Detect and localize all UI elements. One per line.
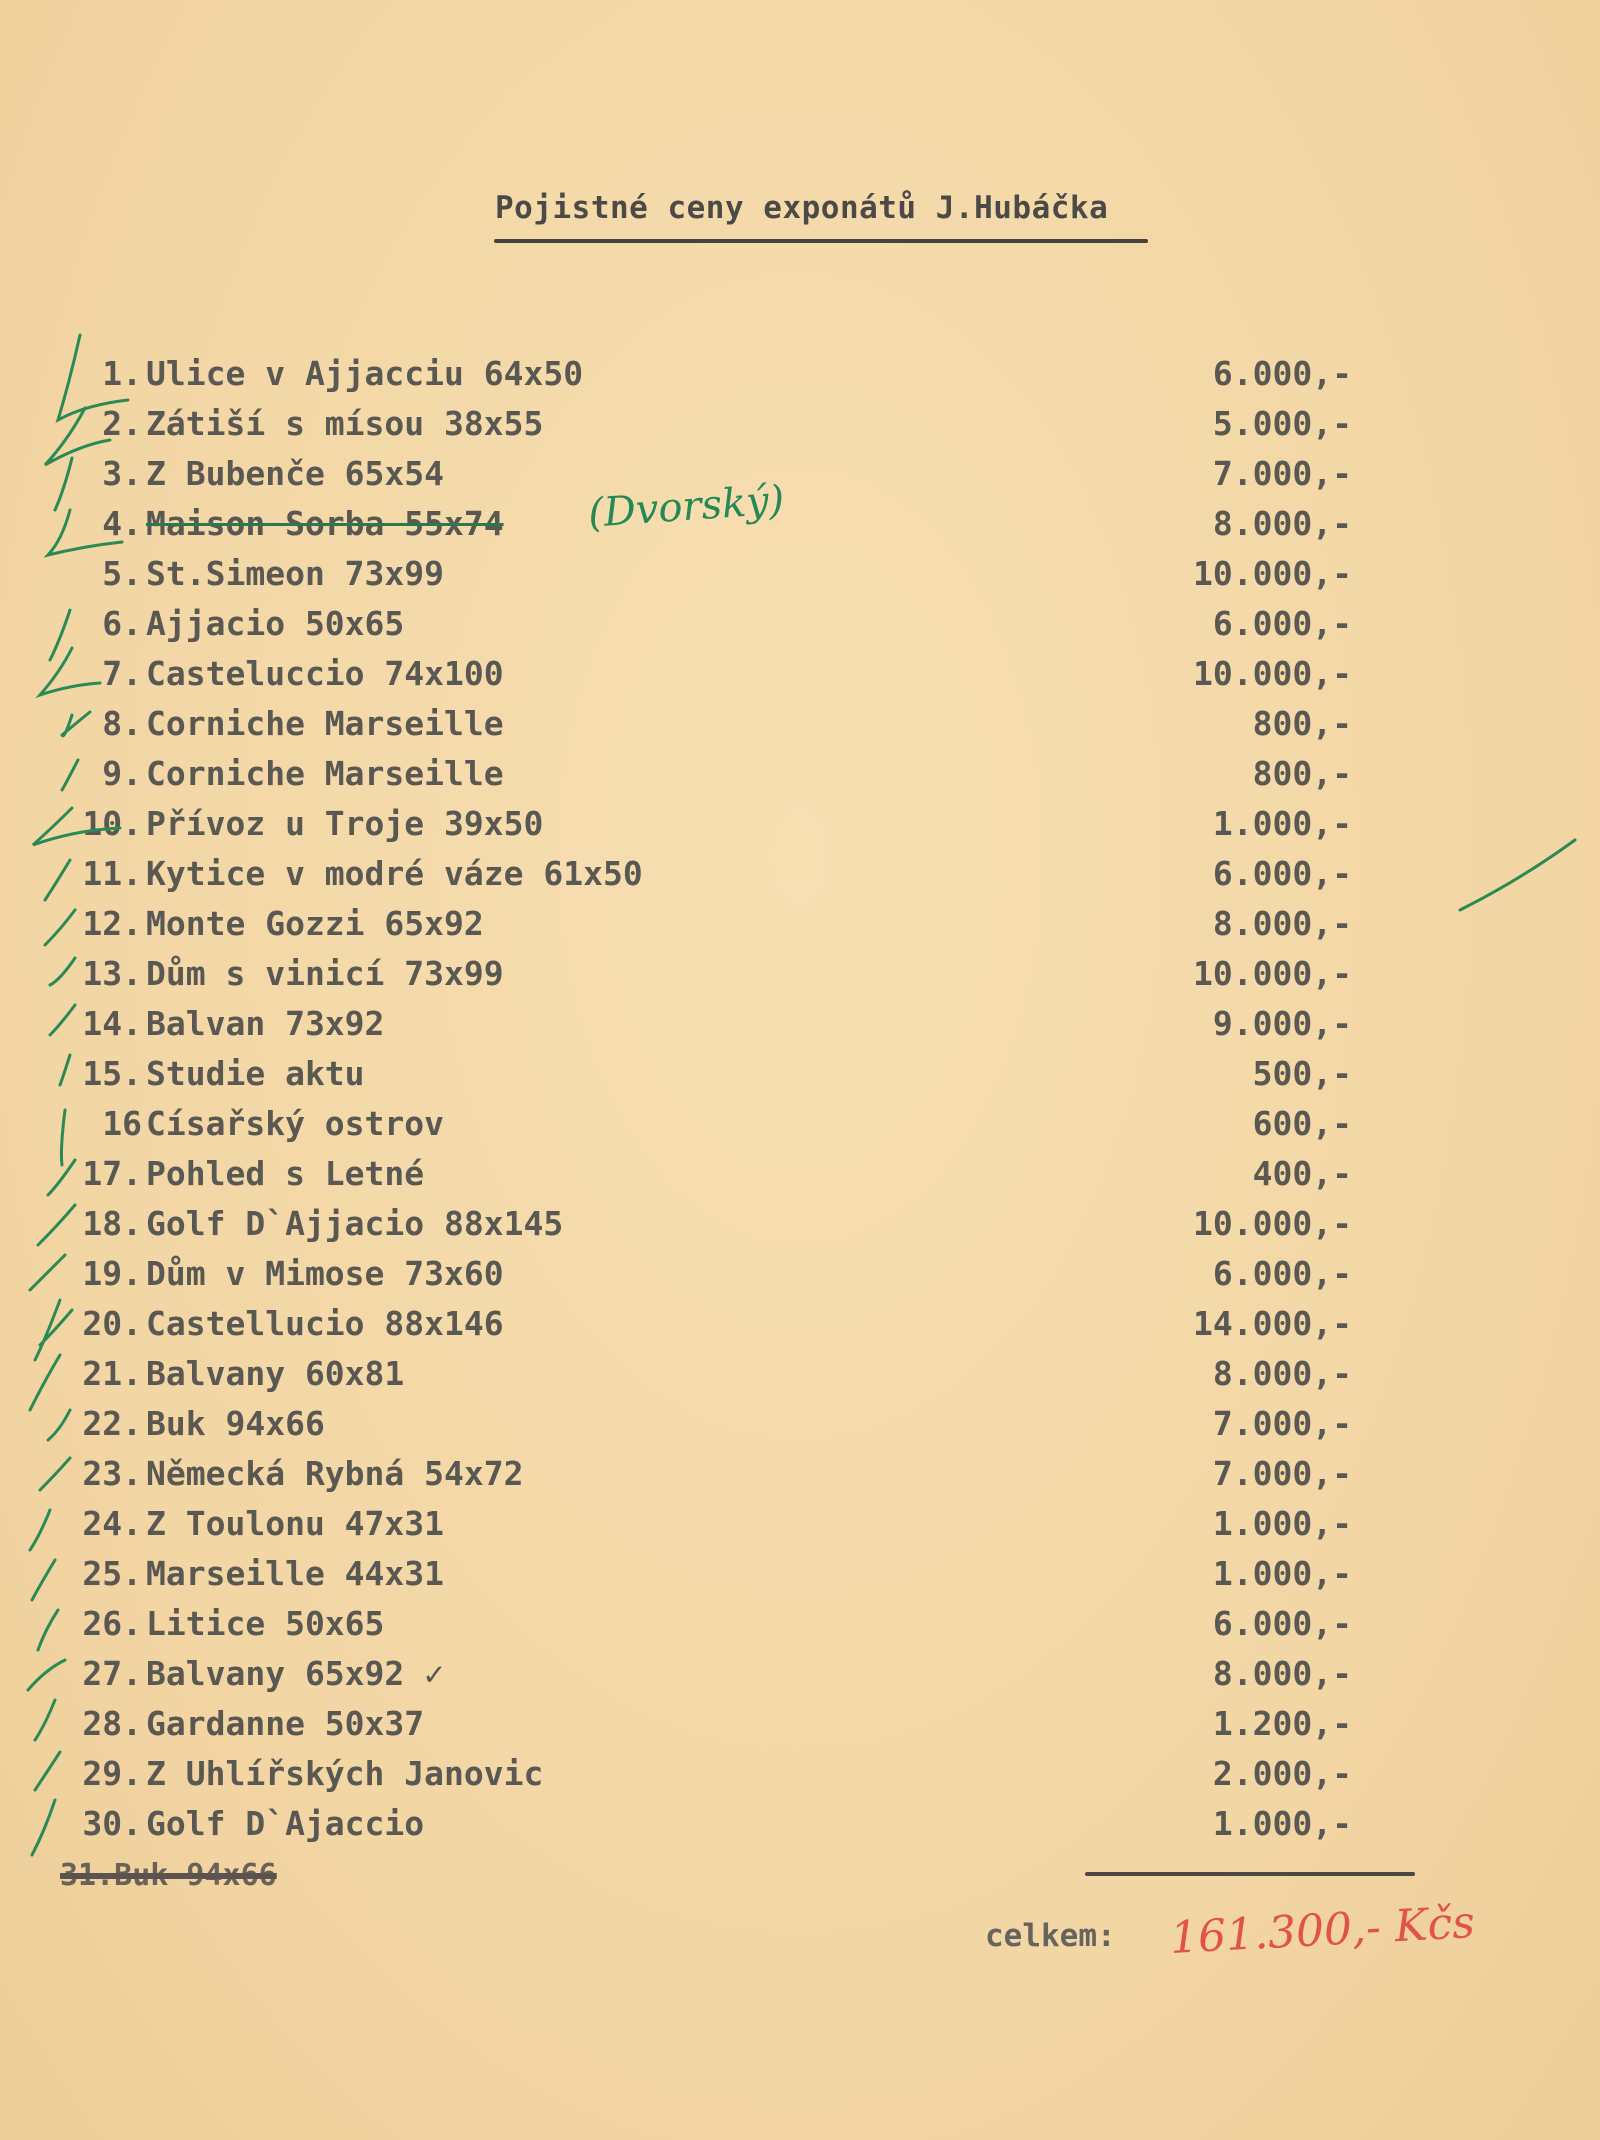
item-price: 1.200,- xyxy=(1212,1704,1352,1743)
deleted-line: 31.Buk 94x66 xyxy=(60,1858,277,1893)
item-number: 26. xyxy=(82,1604,142,1643)
item-price: 8.000,- xyxy=(1212,1654,1352,1693)
list-item xyxy=(0,1099,1600,1149)
item-name: Marseille 44x31 xyxy=(146,1554,445,1593)
item-name: Studie aktu xyxy=(146,1054,365,1093)
list-item xyxy=(0,1649,1600,1699)
item-price: 800,- xyxy=(1252,704,1352,743)
list-item xyxy=(0,1149,1600,1199)
item-number: 4. xyxy=(102,504,142,543)
item-name: Maison Sorba 55x74 xyxy=(146,504,504,543)
item-price: 14.000,- xyxy=(1193,1304,1352,1343)
total-label: celkem: xyxy=(985,1918,1116,1954)
item-name: Dům s vinicí 73x99 xyxy=(146,954,504,993)
item-price: 1.000,- xyxy=(1212,1554,1352,1593)
list-item xyxy=(0,849,1600,899)
list-item xyxy=(0,1449,1600,1499)
item-name: Buk 94x66 xyxy=(146,1404,325,1443)
item-number: 17. xyxy=(82,1154,142,1193)
item-number: 6. xyxy=(102,604,142,643)
item-name: Balvan 73x92 xyxy=(146,1004,385,1043)
list-item xyxy=(0,1049,1600,1099)
item-price: 600,- xyxy=(1252,1104,1352,1143)
list-item xyxy=(0,1399,1600,1449)
item-number: 14. xyxy=(82,1004,142,1043)
item-number: 16 xyxy=(102,1104,142,1143)
item-price: 9.000,- xyxy=(1212,1004,1352,1043)
item-name: Gardanne 50x37 xyxy=(146,1704,425,1743)
item-number: 24. xyxy=(82,1504,142,1543)
item-number: 1. xyxy=(102,354,142,393)
list-item xyxy=(0,1749,1600,1799)
item-price: 6.000,- xyxy=(1212,854,1352,893)
item-number: 15. xyxy=(82,1054,142,1093)
item-number: 9. xyxy=(102,754,142,793)
item-name: Z Uhlířských Janovic xyxy=(146,1754,544,1793)
item-number: 5. xyxy=(102,554,142,593)
item-number: 10. xyxy=(82,804,142,843)
item-number: 27. xyxy=(82,1654,142,1693)
item-price: 400,- xyxy=(1252,1154,1352,1193)
list-item xyxy=(0,899,1600,949)
item-price: 10.000,- xyxy=(1193,1204,1352,1243)
item-price: 2.000,- xyxy=(1212,1754,1352,1793)
item-number: 22. xyxy=(82,1404,142,1443)
item-price: 5.000,- xyxy=(1212,404,1352,443)
item-price: 6.000,- xyxy=(1212,354,1352,393)
item-name: Monte Gozzi 65x92 xyxy=(146,904,484,943)
list-item xyxy=(0,1299,1600,1349)
list-item xyxy=(0,449,1600,499)
item-price: 500,- xyxy=(1252,1054,1352,1093)
item-number: 2. xyxy=(102,404,142,443)
item-price: 6.000,- xyxy=(1212,1254,1352,1293)
item-number: 30. xyxy=(82,1804,142,1843)
list-item xyxy=(0,399,1600,449)
item-number: 13. xyxy=(82,954,142,993)
item-name: Německá Rybná 54x72 xyxy=(146,1454,524,1493)
item-price: 800,- xyxy=(1252,754,1352,793)
item-number: 25. xyxy=(82,1554,142,1593)
handwritten-note: (Dvorský) xyxy=(586,477,786,537)
item-name: Zátiší s mísou 38x55 xyxy=(146,404,544,443)
item-name: Balvany 60x81 xyxy=(146,1354,405,1393)
item-number: 19. xyxy=(82,1254,142,1293)
item-price: 8.000,- xyxy=(1212,504,1352,543)
item-number: 20. xyxy=(82,1304,142,1343)
item-name: Kytice v modré váze 61x50 xyxy=(146,854,643,893)
item-name: Z Bubenče 65x54 xyxy=(146,454,445,493)
item-name: Casteluccio 74x100 xyxy=(146,654,504,693)
list-item xyxy=(0,1249,1600,1299)
item-number: 7. xyxy=(102,654,142,693)
item-name: Pohled s Letné xyxy=(146,1154,425,1193)
item-price: 1.000,- xyxy=(1212,1504,1352,1543)
item-name: Ajjacio 50x65 xyxy=(146,604,405,643)
item-name: Golf D`Ajaccio xyxy=(146,1804,425,1843)
title-underline xyxy=(494,239,1148,243)
item-name: Balvany 65x92 ✓ xyxy=(146,1654,445,1693)
item-price: 1.000,- xyxy=(1212,1804,1352,1843)
list-item xyxy=(0,649,1600,699)
item-price: 8.000,- xyxy=(1212,904,1352,943)
item-number: 3. xyxy=(102,454,142,493)
item-number: 18. xyxy=(82,1204,142,1243)
item-price: 6.000,- xyxy=(1212,1604,1352,1643)
list-item xyxy=(0,599,1600,649)
item-number: 12. xyxy=(82,904,142,943)
list-item xyxy=(0,1199,1600,1249)
list-item xyxy=(0,949,1600,999)
item-price: 7.000,- xyxy=(1212,454,1352,493)
item-number: 29. xyxy=(82,1754,142,1793)
document-title: Pojistné ceny exponátů J.Hubáčka xyxy=(495,190,1109,226)
item-price: 10.000,- xyxy=(1193,654,1352,693)
item-name: Přívoz u Troje 39x50 xyxy=(146,804,544,843)
item-name: Castellucio 88x146 xyxy=(146,1304,504,1343)
item-name: Ulice v Ajjacciu 64x50 xyxy=(146,354,584,393)
list-item xyxy=(0,749,1600,799)
list-item xyxy=(0,699,1600,749)
item-name: Císařský ostrov xyxy=(146,1104,445,1143)
item-name: Golf D`Ajjacio 88x145 xyxy=(146,1204,564,1243)
item-price: 1.000,- xyxy=(1212,804,1352,843)
item-number: 21. xyxy=(82,1354,142,1393)
item-price: 8.000,- xyxy=(1212,1354,1352,1393)
item-number: 23. xyxy=(82,1454,142,1493)
sum-rule xyxy=(1085,1872,1415,1876)
list-item xyxy=(0,499,1600,549)
item-name: Corniche Marseille xyxy=(146,754,504,793)
list-item xyxy=(0,999,1600,1049)
item-price: 7.000,- xyxy=(1212,1404,1352,1443)
item-name: St.Simeon 73x99 xyxy=(146,554,445,593)
item-price: 10.000,- xyxy=(1193,554,1352,593)
item-number: 8. xyxy=(102,704,142,743)
list-item xyxy=(0,1349,1600,1399)
list-item xyxy=(0,1549,1600,1599)
item-price: 6.000,- xyxy=(1212,604,1352,643)
item-name: Corniche Marseille xyxy=(146,704,504,743)
item-number: 11. xyxy=(82,854,142,893)
item-name: Dům v Mimose 73x60 xyxy=(146,1254,504,1293)
item-price: 10.000,- xyxy=(1193,954,1352,993)
list-item xyxy=(0,549,1600,599)
item-number: 28. xyxy=(82,1704,142,1743)
item-price: 7.000,- xyxy=(1212,1454,1352,1493)
list-item xyxy=(0,1499,1600,1549)
list-item xyxy=(0,1799,1600,1849)
handwritten-total: 161.300,- Kčs xyxy=(1168,1897,1477,1964)
item-name: Z Toulonu 47x31 xyxy=(146,1504,445,1543)
item-name: Litice 50x65 xyxy=(146,1604,385,1643)
list-item xyxy=(0,1699,1600,1749)
list-item xyxy=(0,799,1600,849)
list-item xyxy=(0,1599,1600,1649)
list-item xyxy=(0,349,1600,399)
